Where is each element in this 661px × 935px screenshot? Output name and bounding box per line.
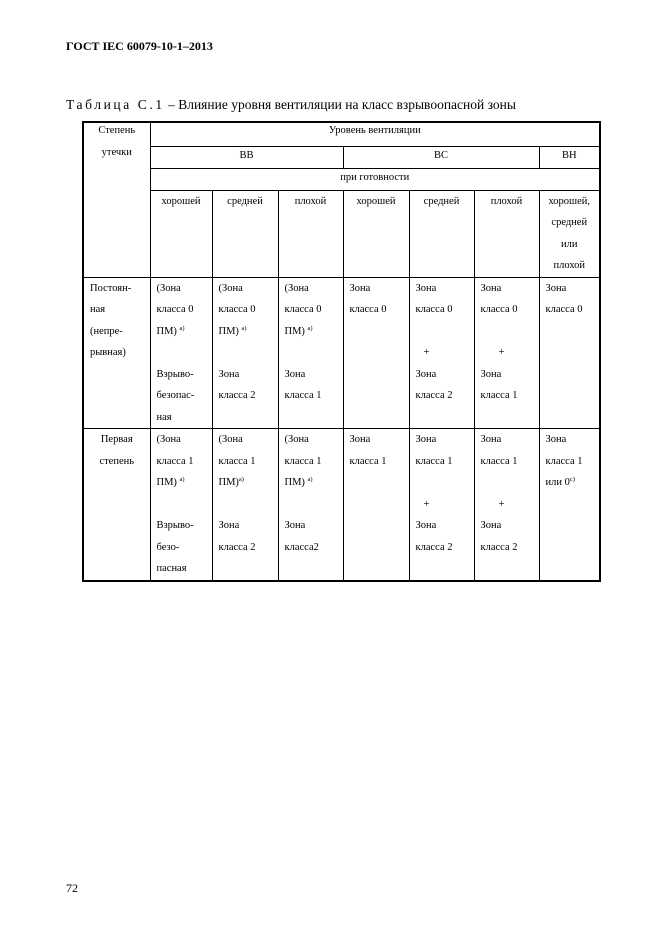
group-bh-header: ВН	[539, 146, 600, 168]
cell-bc-good: Зона класса 0	[343, 277, 409, 429]
ventilation-zone-table	[82, 121, 601, 582]
cell-bc-poor: Зона класса 1 + Зона класса 2	[474, 429, 539, 581]
group-bc-header: ВС	[343, 146, 539, 168]
quality-bh: хорошей, средней или плохой	[539, 190, 600, 277]
leak-degree-header: Степень утечки	[83, 122, 150, 277]
ventilation-level-header: Уровень вентиляции	[150, 122, 600, 146]
cell-bc-medium: Зона класса 1 + Зона класса 2	[409, 429, 474, 581]
quality-bb-poor: плохой	[278, 190, 343, 277]
cell-bc-medium: Зона класса 0 + Зона класса 2	[409, 277, 474, 429]
cell-bb-poor: (Зона класса 1 ПМ) $^{а)}$ Зона класса2	[278, 429, 343, 581]
quality-bb-medium: средней	[212, 190, 278, 277]
leak-degree-primary: Первая степень	[83, 429, 150, 581]
availability-header: при готовности	[150, 168, 600, 190]
leak-degree-continuous: Постоян- ная (непре- рывная)	[83, 277, 150, 429]
cell-bb-poor: (Зона класса 0 ПМ) $^{а)}$ Зона класса 1	[278, 277, 343, 429]
cell-bh: Зона класса 0	[539, 277, 600, 429]
table-row	[83, 429, 600, 581]
cell-bb-good: (Зона класса 1 ПМ) $^{а)}$ Взрыво- безо- пасная	[150, 429, 212, 581]
page-number: 72	[66, 881, 78, 895]
cell-bc-poor: Зона класса 0 + Зона класса 1	[474, 277, 539, 429]
group-bb-header: ВВ	[150, 146, 343, 168]
table-row	[83, 277, 600, 429]
quality-bc-good: хорошей	[343, 190, 409, 277]
quality-bc-medium: средней	[409, 190, 474, 277]
quality-bb-good: хорошей	[150, 190, 212, 277]
document-header: ГОСТ IEC 60079-10-1–2013	[66, 39, 213, 53]
cell-bb-medium: (Зона класса 0 ПМ) $^{а)}$ Зона класса 2	[212, 277, 278, 429]
quality-bc-poor: плохой	[474, 190, 539, 277]
cell-bb-medium: (Зона класса 1 ПМ)$^{а)}$ Зона класса 2	[212, 429, 278, 581]
caption-text: – Влияние уровня вентиляции на класс взрывоопасной зоны	[168, 97, 516, 112]
cell-bh: Зона класса 1 или $0^{с)}$	[539, 429, 600, 581]
cell-bc-good: Зона класса 1	[343, 429, 409, 581]
table-caption	[66, 97, 516, 113]
caption-label: Таблица С.1	[66, 97, 165, 112]
cell-bb-good: (Зона класса 0 ПМ) $^{а)}$ Взрыво- безопас- ная	[150, 277, 212, 429]
